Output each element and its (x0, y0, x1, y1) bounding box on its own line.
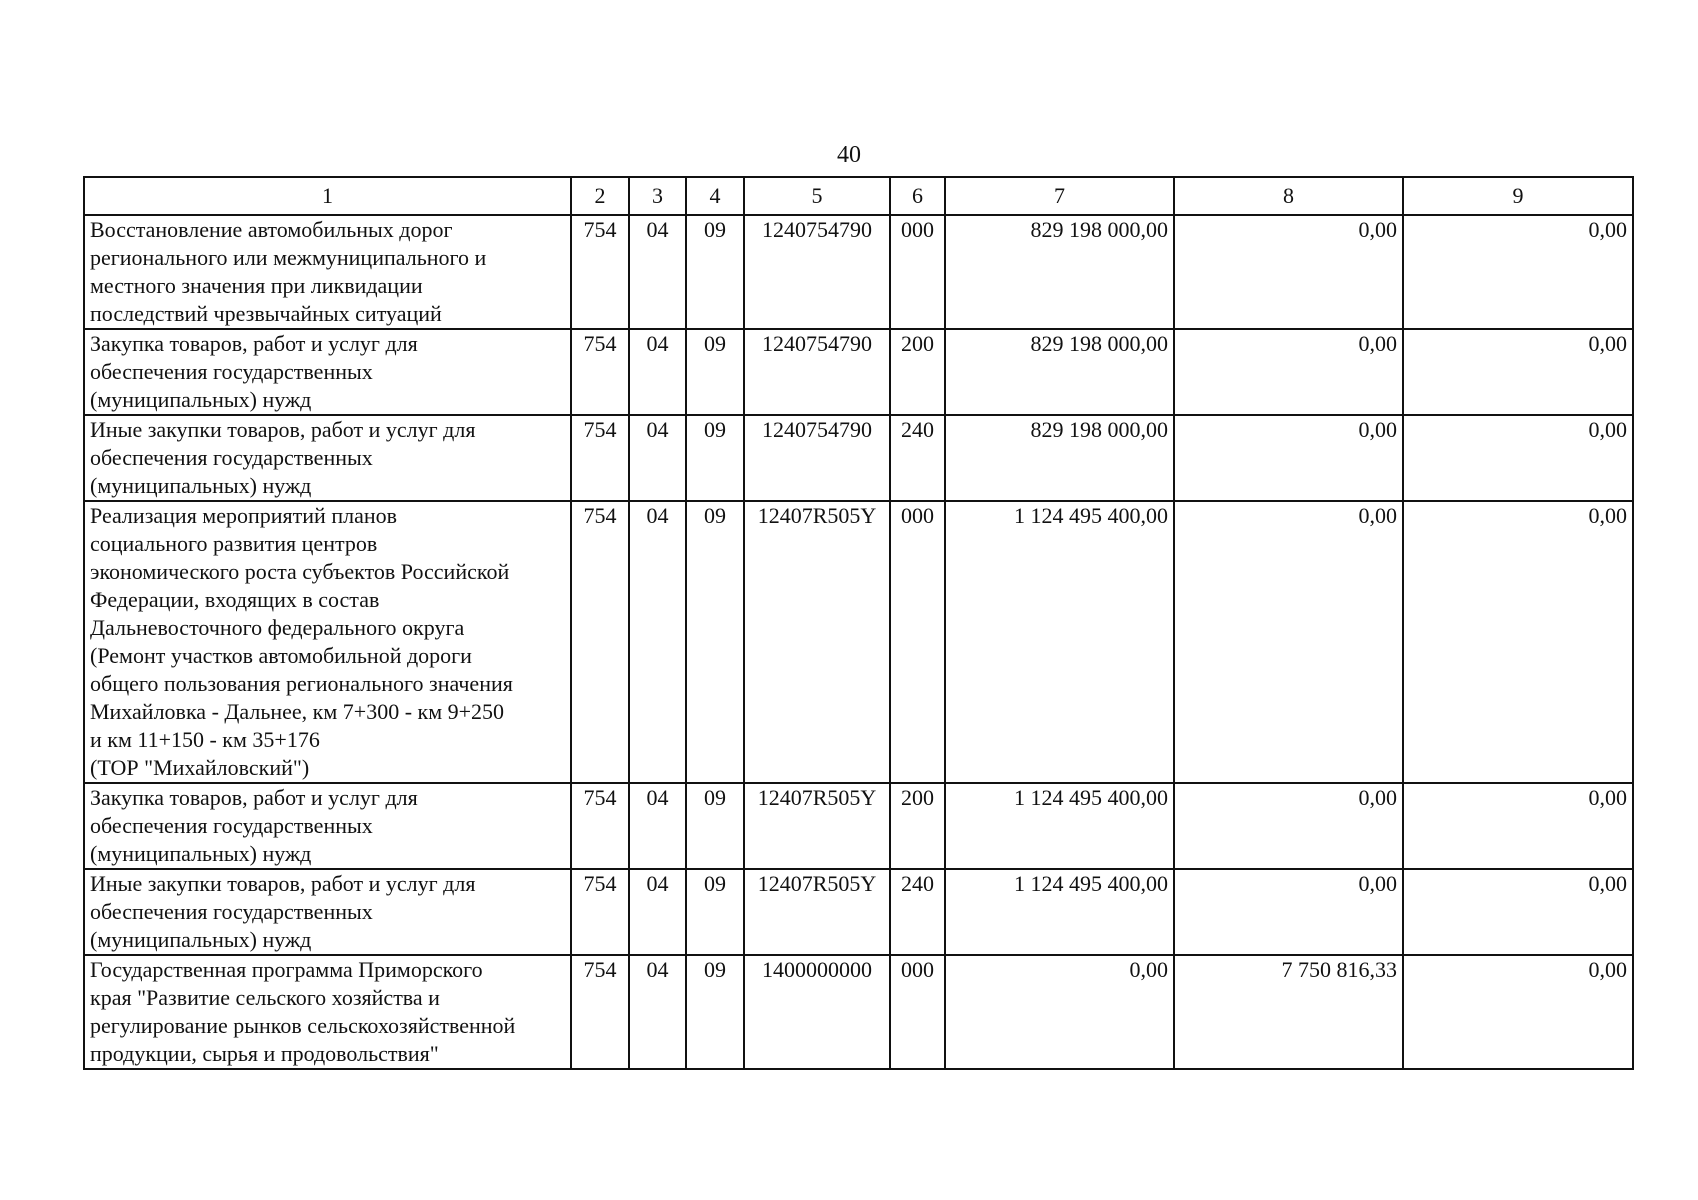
row-name-cell (84, 501, 571, 783)
subsection-code-cell: 09 (686, 415, 744, 501)
header-row (84, 177, 1633, 215)
ministry-code-cell: 754 (571, 329, 629, 415)
header-cell: 8 (1174, 177, 1403, 215)
ministry-code-cell: 754 (571, 869, 629, 955)
ministry-code-cell: 754 (571, 501, 629, 783)
row-name-line: последствий чрезвычайных ситуаций (90, 301, 442, 326)
row-name-line: (ТОР "Михайловский") (90, 755, 310, 780)
amount-col9-cell: 0,00 (1403, 215, 1633, 329)
table-row (84, 329, 1633, 415)
expense-type-cell: 000 (890, 215, 945, 329)
table-row (84, 415, 1633, 501)
header-cell: 6 (890, 177, 945, 215)
section-code-cell: 04 (629, 869, 686, 955)
table-body (84, 215, 1633, 1069)
row-name-line: Михайловка - Дальнее, км 7+300 - км 9+250 (90, 699, 505, 724)
row-name-line: Государственная программа Приморского (90, 957, 483, 982)
amount-col8-cell: 7 750 816,33 (1174, 955, 1403, 1069)
target-article-cell: 12407R505Y (744, 869, 890, 955)
row-name-line: (муниципальных) нужд (90, 473, 312, 498)
amount-col9-cell: 0,00 (1403, 869, 1633, 955)
row-name-line: социального развития центров (90, 531, 378, 556)
amount-col9-cell: 0,00 (1403, 415, 1633, 501)
row-name-line: общего пользования регионального значения (90, 671, 513, 696)
subsection-code-cell: 09 (686, 783, 744, 869)
amount-col8-cell: 0,00 (1174, 783, 1403, 869)
row-name-line: экономического роста субъектов Российской (90, 559, 510, 584)
amount-col9-cell: 0,00 (1403, 329, 1633, 415)
row-name-line: Закупка товаров, работ и услуг для (90, 331, 418, 356)
table-row (84, 783, 1633, 869)
row-name-line: обеспечения государственных (90, 445, 373, 470)
table-row (84, 869, 1633, 955)
row-name-cell (84, 329, 571, 415)
subsection-code-cell: 09 (686, 501, 744, 783)
header-cell: 5 (744, 177, 890, 215)
amount-col8-cell: 0,00 (1174, 215, 1403, 329)
header-cell: 1 (84, 177, 571, 215)
table-row (84, 955, 1633, 1069)
amount-col9-cell: 0,00 (1403, 501, 1633, 783)
row-name-line: (муниципальных) нужд (90, 927, 312, 952)
row-name-line: края "Развитие сельского хозяйства и (90, 985, 440, 1010)
table-row (84, 501, 1633, 783)
section-code-cell: 04 (629, 501, 686, 783)
row-name-cell (84, 783, 571, 869)
row-name-line: Реализация мероприятий планов (90, 503, 398, 528)
target-article-cell: 12407R505Y (744, 501, 890, 783)
subsection-code-cell: 09 (686, 329, 744, 415)
expense-type-cell: 200 (890, 783, 945, 869)
row-name-cell (84, 415, 571, 501)
header-cell: 9 (1403, 177, 1633, 215)
amount-col7-cell: 829 198 000,00 (945, 215, 1174, 329)
section-code-cell: 04 (629, 329, 686, 415)
row-name-line: продукции, сырья и продовольствия" (90, 1041, 439, 1066)
row-name-line: местного значения при ликвидации (90, 273, 423, 298)
row-name-line: Федерации, входящих в состав (90, 587, 380, 612)
ministry-code-cell: 754 (571, 955, 629, 1069)
subsection-code-cell: 09 (686, 955, 744, 1069)
row-name-line: обеспечения государственных (90, 813, 373, 838)
expense-type-cell: 000 (890, 501, 945, 783)
section-code-cell: 04 (629, 955, 686, 1069)
page-number: 40 (837, 142, 861, 168)
expense-type-cell: 200 (890, 329, 945, 415)
subsection-code-cell: 09 (686, 869, 744, 955)
amount-col7-cell: 1 124 495 400,00 (945, 501, 1174, 783)
section-code-cell: 04 (629, 415, 686, 501)
expense-type-cell: 240 (890, 869, 945, 955)
amount-col7-cell: 829 198 000,00 (945, 329, 1174, 415)
row-name-line: (Ремонт участков автомобильной дороги (90, 643, 472, 668)
row-name-line: обеспечения государственных (90, 899, 373, 924)
row-name-line: (муниципальных) нужд (90, 841, 312, 866)
header-cell: 3 (629, 177, 686, 215)
row-name-line: обеспечения государственных (90, 359, 373, 384)
row-name-line: регионального или межмуниципального и (90, 245, 487, 270)
amount-col7-cell: 829 198 000,00 (945, 415, 1174, 501)
amount-col7-cell: 0,00 (945, 955, 1174, 1069)
amount-col8-cell: 0,00 (1174, 501, 1403, 783)
ministry-code-cell: 754 (571, 783, 629, 869)
target-article-cell: 1240754790 (744, 329, 890, 415)
row-name-line: Дальневосточного федерального округа (90, 615, 465, 640)
amount-col8-cell: 0,00 (1174, 415, 1403, 501)
row-name-cell (84, 215, 571, 329)
expense-type-cell: 000 (890, 955, 945, 1069)
amount-col8-cell: 0,00 (1174, 869, 1403, 955)
row-name-line: регулирование рынков сельскохозяйственной (90, 1013, 516, 1038)
row-name-line: Закупка товаров, работ и услуг для (90, 785, 418, 810)
table-row (84, 215, 1633, 329)
row-name-line: (муниципальных) нужд (90, 387, 312, 412)
header-cell: 4 (686, 177, 744, 215)
amount-col7-cell: 1 124 495 400,00 (945, 783, 1174, 869)
amount-col9-cell: 0,00 (1403, 783, 1633, 869)
row-name-cell (84, 955, 571, 1069)
row-name-line: Иные закупки товаров, работ и услуг для (90, 417, 476, 442)
subsection-code-cell: 09 (686, 215, 744, 329)
row-name-line: Иные закупки товаров, работ и услуг для (90, 871, 476, 896)
expense-type-cell: 240 (890, 415, 945, 501)
ministry-code-cell: 754 (571, 415, 629, 501)
amount-col9-cell: 0,00 (1403, 955, 1633, 1069)
header-cell: 7 (945, 177, 1174, 215)
section-code-cell: 04 (629, 215, 686, 329)
budget-table (83, 176, 1634, 1070)
target-article-cell: 1240754790 (744, 215, 890, 329)
ministry-code-cell: 754 (571, 215, 629, 329)
amount-col8-cell: 0,00 (1174, 329, 1403, 415)
row-name-line: Восстановление автомобильных дорог (90, 217, 453, 242)
row-name-line: и км 11+150 - км 35+176 (90, 727, 320, 752)
amount-col7-cell: 1 124 495 400,00 (945, 869, 1174, 955)
row-name-cell (84, 869, 571, 955)
target-article-cell: 1400000000 (744, 955, 890, 1069)
target-article-cell: 12407R505Y (744, 783, 890, 869)
target-article-cell: 1240754790 (744, 415, 890, 501)
header-cell: 2 (571, 177, 629, 215)
section-code-cell: 04 (629, 783, 686, 869)
